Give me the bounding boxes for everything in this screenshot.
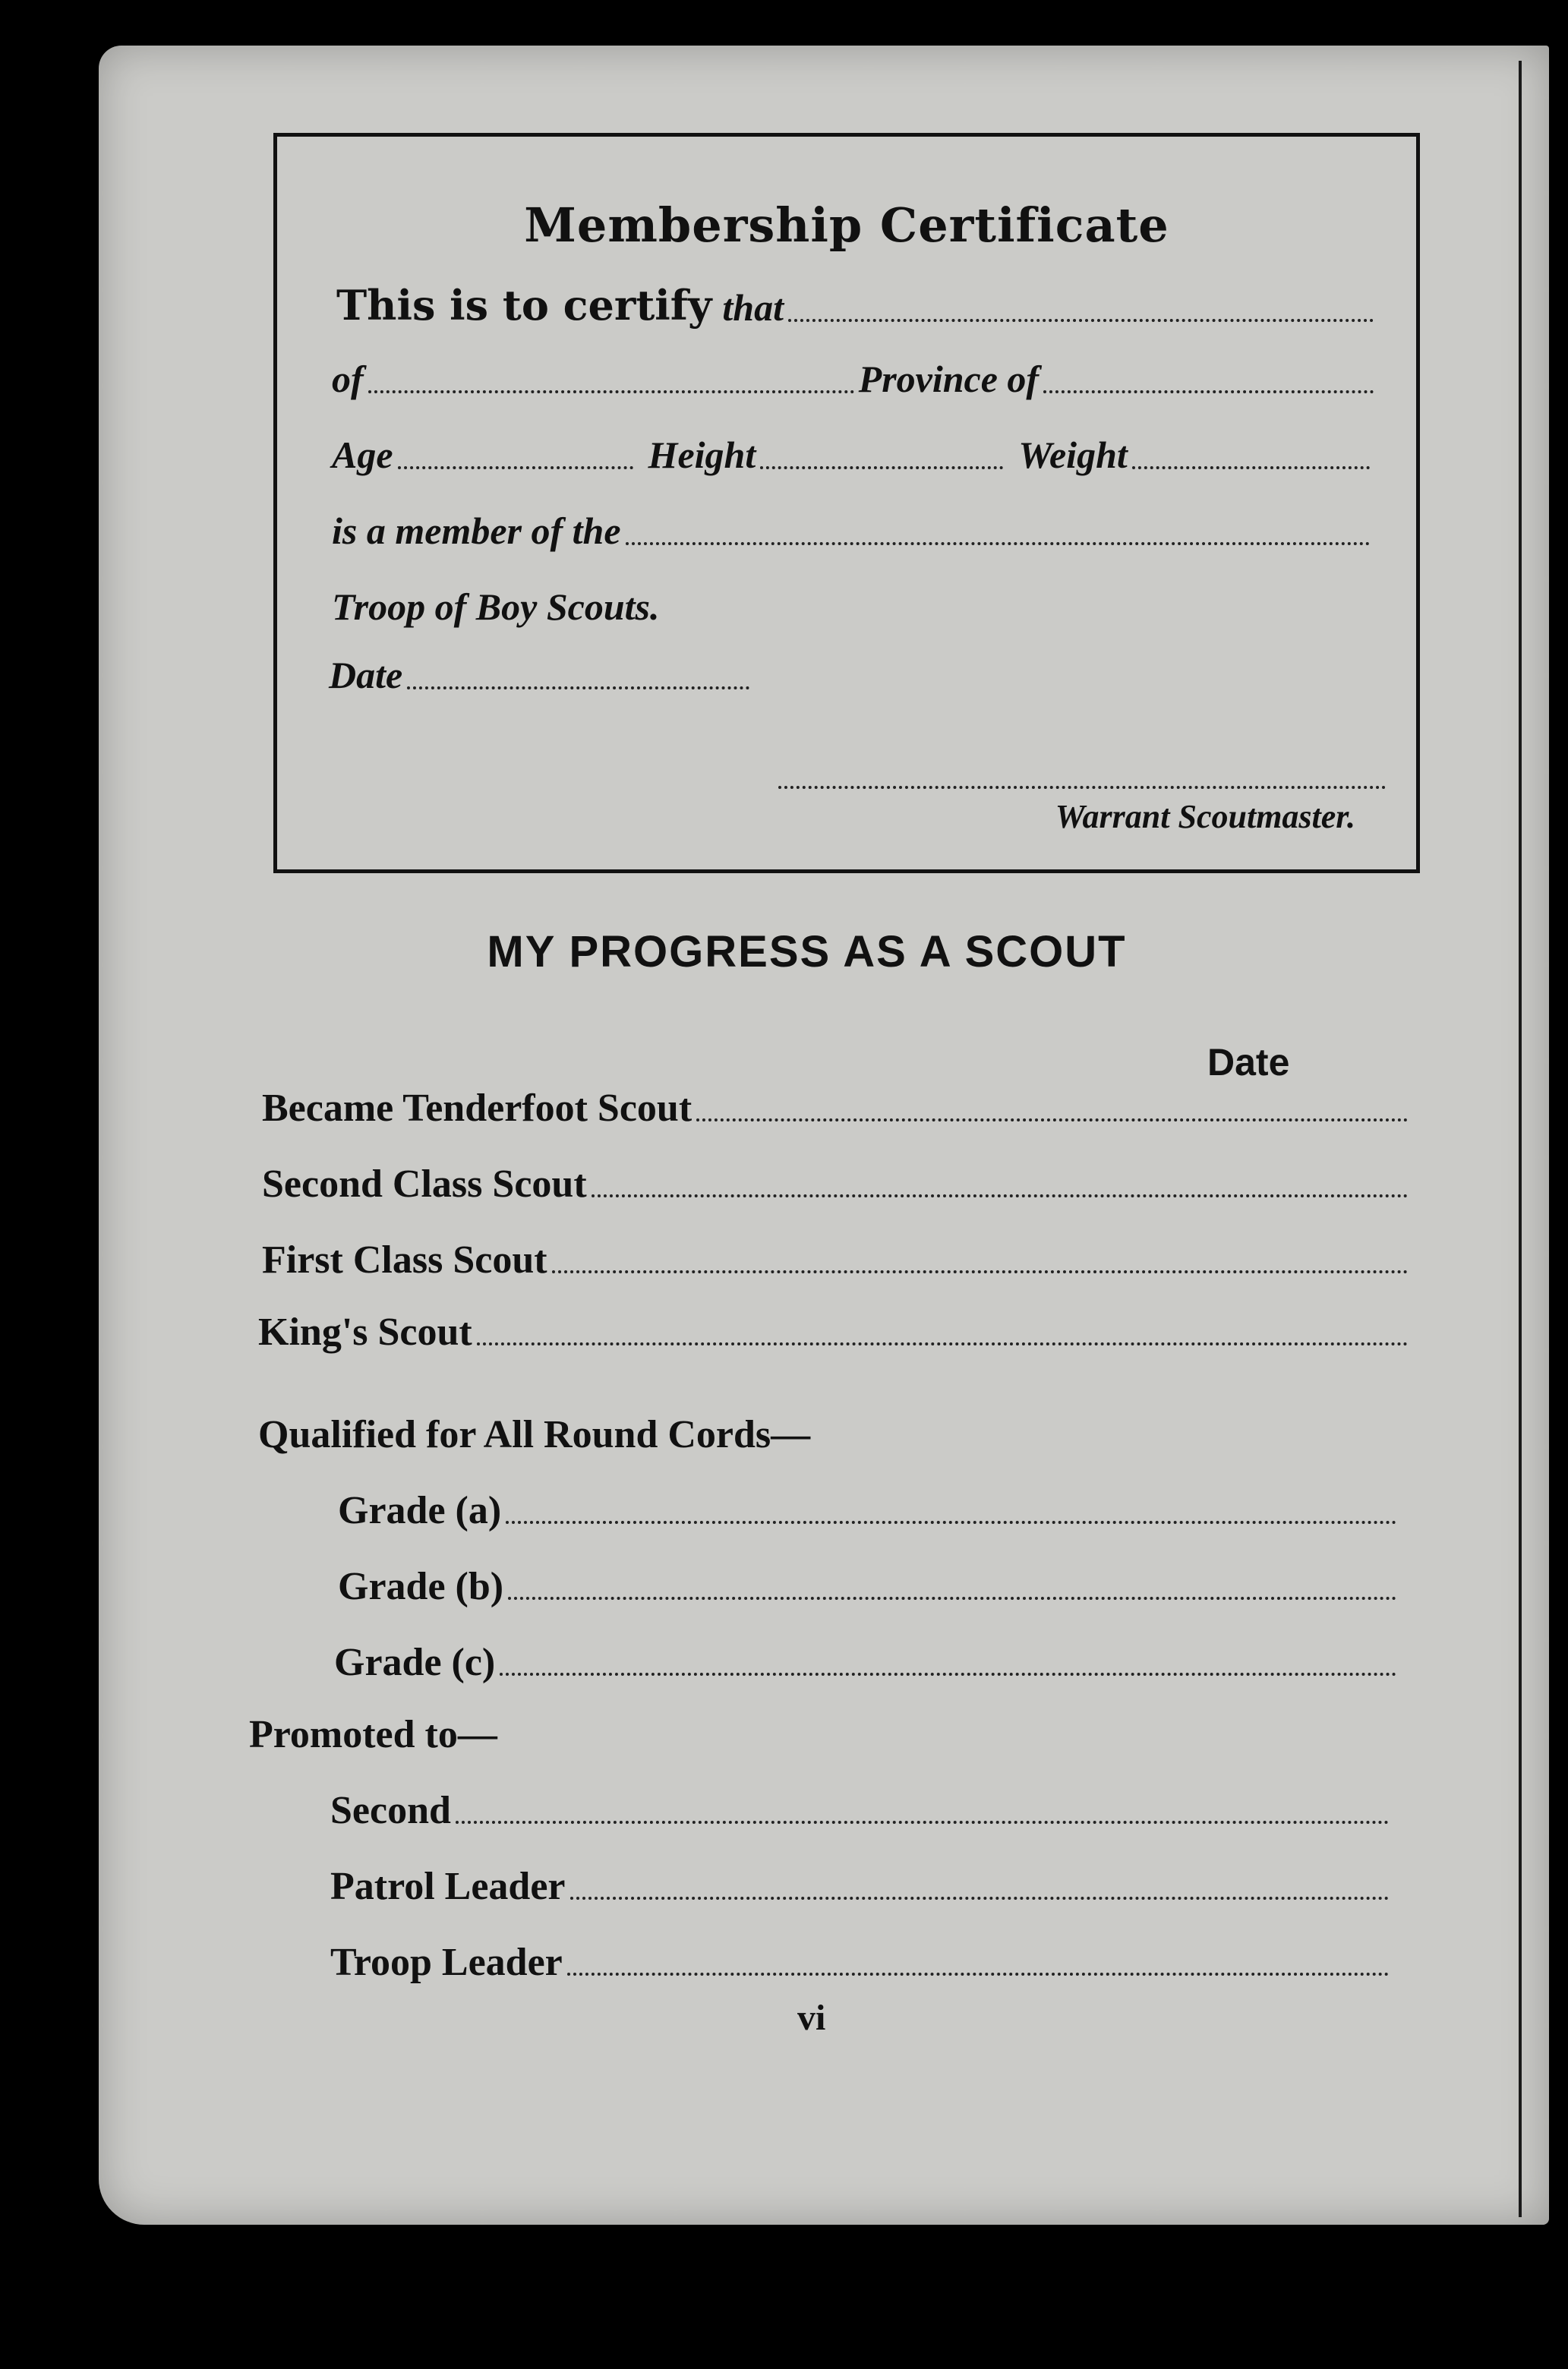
troop-leader-date-blank <box>567 1973 1389 1976</box>
kings-scout-row <box>258 1310 1412 1355</box>
name-blank <box>788 319 1374 322</box>
date-column-header: Date <box>1207 1041 1290 1084</box>
height-label: Height <box>648 434 756 476</box>
certificate-title: Membership Certificate <box>524 197 1169 253</box>
patrol-leader-row <box>330 1864 1393 1909</box>
of-label: of <box>332 358 364 400</box>
troop-label: Troop of Boy Scouts. <box>332 585 660 628</box>
grade-a-date-blank <box>506 1521 1396 1524</box>
second-class-row <box>262 1162 1412 1207</box>
first-class-row <box>262 1238 1412 1282</box>
second-row <box>330 1788 1393 1833</box>
kings-scout-date-blank <box>477 1342 1408 1345</box>
tenderfoot-row <box>262 1086 1412 1131</box>
that-label: that <box>722 286 784 329</box>
patrol-leader-label: Patrol Leader <box>330 1865 566 1908</box>
cords-heading: Qualified for All Round Cords— <box>258 1413 811 1456</box>
grade-a-label: Grade (a) <box>338 1489 502 1532</box>
province-blank <box>1043 390 1374 393</box>
date-line <box>329 653 754 697</box>
grade-b-date-blank <box>508 1597 1396 1600</box>
membership-certificate-box <box>273 133 1420 873</box>
of-province-line <box>332 357 1378 401</box>
tenderfoot-label: Became Tenderfoot Scout <box>262 1087 693 1130</box>
troop-leader-row <box>330 1940 1393 1985</box>
grade-a-row <box>338 1488 1401 1533</box>
of-blank <box>368 390 854 393</box>
date-blank <box>407 686 749 689</box>
grade-c-row <box>334 1640 1401 1685</box>
troop-blank <box>626 542 1370 545</box>
second-class-label: Second Class Scout <box>262 1162 587 1206</box>
second-date-blank <box>456 1821 1389 1824</box>
age-height-weight-line <box>332 433 1374 477</box>
patrol-leader-date-blank <box>570 1897 1389 1900</box>
member-label: is a member of the <box>332 509 621 552</box>
province-label: Province of <box>858 358 1040 400</box>
grade-b-label: Grade (b) <box>338 1565 504 1608</box>
page-number: vi <box>797 1998 826 2038</box>
progress-heading: MY PROGRESS AS A SCOUT <box>487 927 1127 976</box>
book-spine <box>1519 61 1522 2217</box>
promoted-heading: Promoted to— <box>249 1713 497 1756</box>
first-class-date-blank <box>552 1270 1408 1273</box>
age-blank <box>398 466 633 469</box>
tenderfoot-date-blank <box>696 1118 1408 1121</box>
height-blank <box>760 466 1003 469</box>
grade-c-label: Grade (c) <box>334 1641 496 1684</box>
certify-label: This is to certify <box>336 281 712 330</box>
second-class-date-blank <box>592 1194 1408 1197</box>
age-label: Age <box>332 434 393 476</box>
first-class-label: First Class Scout <box>262 1238 547 1282</box>
troop-leader-label: Troop Leader <box>330 1941 563 1984</box>
signature-label: Warrant Scoutmaster. <box>1055 798 1355 835</box>
grade-b-row <box>338 1564 1401 1609</box>
weight-blank <box>1132 466 1370 469</box>
second-label: Second <box>330 1789 451 1832</box>
weight-label: Weight <box>1018 434 1128 476</box>
member-line <box>332 509 1374 553</box>
date-label: Date <box>329 654 403 696</box>
kings-scout-label: King's Scout <box>258 1311 472 1354</box>
grade-c-date-blank <box>500 1673 1396 1676</box>
signature-line <box>778 786 1386 789</box>
certify-line <box>336 281 1378 330</box>
troop-line <box>332 585 660 629</box>
